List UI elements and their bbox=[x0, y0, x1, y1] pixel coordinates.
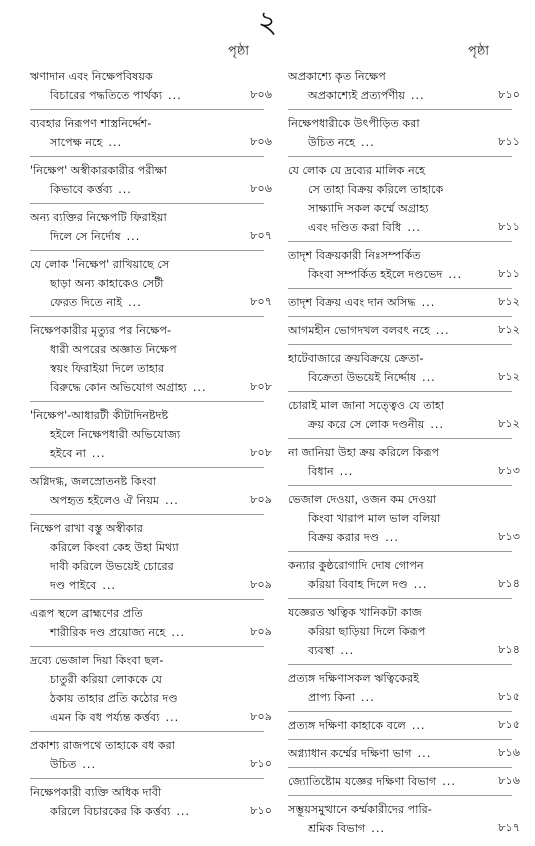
entry-text-line: যে লোক যে দ্রব্যের মালিক নহে bbox=[288, 164, 426, 177]
index-entry bbox=[30, 160, 272, 204]
entry-text-line: অপ্রকাশ্যেই প্রত্যর্পণীয় ... bbox=[288, 86, 520, 105]
entry-text-line: করিয়া ছাড়িয়া দিলে কিরূপ bbox=[308, 625, 426, 638]
entry-page-number: ৮০৯ bbox=[250, 578, 272, 591]
entry-text-line: কন্যার কুষ্ঠরোগাদি দোষ গোপন bbox=[288, 559, 424, 572]
entry-text-line: প্রাপ্য কিনা ... bbox=[288, 688, 520, 707]
entry-page-number: ৮১০ bbox=[498, 88, 520, 101]
dot-leader: ... bbox=[430, 418, 445, 431]
dot-leader: ... bbox=[413, 578, 428, 591]
entry-page-number: ৮০৬ bbox=[250, 135, 272, 148]
entry-page-number: ৮০৯ bbox=[250, 625, 272, 638]
index-entry bbox=[288, 602, 520, 665]
dot-leader: ... bbox=[102, 579, 116, 592]
entry-text-line: হইলে নিক্ষেপধারী অভিযোজ্য bbox=[50, 428, 181, 441]
index-entry bbox=[288, 66, 520, 110]
right-index-column bbox=[288, 66, 520, 846]
entry-page-number: ৮১১ bbox=[498, 267, 520, 280]
entry-page-number: ৮১৪ bbox=[498, 577, 520, 590]
entry-text-line: নিক্ষেপধারীকে উৎপীড়িত করা bbox=[288, 117, 420, 130]
dot-leader: ... bbox=[371, 822, 385, 835]
index-entry bbox=[288, 348, 520, 392]
index-entry bbox=[288, 489, 520, 552]
dot-leader: ... bbox=[176, 805, 191, 818]
index-entry bbox=[30, 782, 272, 826]
entry-text-line: চাতুরী করিয়া লোককে যে bbox=[50, 673, 162, 686]
entry-text-line: না জানিয়া উহা ক্রয় করিলে কিরূপ bbox=[288, 446, 440, 459]
entry-text-line: শারীরিক দণ্ড প্রয়োজ্য নহে ... bbox=[30, 623, 272, 642]
entry-text-line: সাপেক্ষ নহে ... bbox=[30, 133, 272, 152]
index-entry bbox=[30, 603, 272, 647]
entry-text-line: ধারী অপরের অজ্ঞাত নিক্ষেপ bbox=[50, 343, 177, 356]
index-entry bbox=[288, 442, 520, 486]
index-entry bbox=[288, 320, 520, 345]
entry-text-line: এরূপ স্থলে ব্রাহ্মণের প্রতি bbox=[30, 607, 143, 620]
entry-text-line: সম্ভূয়সমুত্থানে কর্ম্মকারীদের পারি- bbox=[288, 803, 432, 816]
entry-page-number: ৮১৬ bbox=[498, 746, 520, 759]
index-entry bbox=[30, 207, 272, 251]
index-entry bbox=[30, 650, 272, 732]
dot-leader: ... bbox=[410, 89, 425, 102]
entry-text-line: ভেজাল দেওয়া, ওজন কম দেওয়া bbox=[288, 493, 437, 506]
entry-text-line: 'নিক্ষেপ' অস্বীকারকারীর পরীক্ষা bbox=[30, 164, 168, 177]
entry-text-line: বিক্রেতা উভয়েই নির্দ্দোষ ... bbox=[288, 368, 520, 387]
dot-leader: ... bbox=[442, 775, 456, 788]
entry-page-number: ৮১৭ bbox=[498, 821, 520, 834]
entry-text-line: দাবী করিলে উভয়েই চোরের bbox=[50, 560, 174, 573]
index-entry bbox=[30, 735, 272, 779]
index-entry bbox=[30, 320, 272, 402]
index-entry bbox=[30, 518, 272, 600]
entry-text-line: অন্য ব্যক্তির নিক্ষেপটি ফিরাইয়া bbox=[30, 211, 167, 224]
left-column-page-heading: পৃষ্ঠা bbox=[228, 44, 250, 59]
entry-text-line: প্রত্যঙ্গ দক্ষিণা কাহাকে বলে ... bbox=[288, 716, 520, 735]
dot-leader: ... bbox=[385, 531, 399, 544]
entry-text-line: অপ্রকাশ্যে কৃত নিক্ষেপ bbox=[288, 70, 386, 83]
entry-text-line: 'নিক্ষেপ'-আধারটী কীটাদিনষ্টদষ্ট bbox=[30, 409, 169, 422]
dot-leader: ... bbox=[360, 136, 375, 149]
entry-text-line: দিলে সে নির্দোষ ... bbox=[30, 227, 272, 246]
dot-leader: ... bbox=[411, 719, 426, 732]
entry-text-line: বিরুদ্ধে কোন অভিযোগ অগ্রাহ্য ... bbox=[30, 378, 272, 397]
entry-page-number: ৮০৯ bbox=[250, 710, 272, 723]
dot-leader: ... bbox=[407, 221, 421, 234]
entry-page-number: ৮০৭ bbox=[250, 295, 272, 308]
entry-text-line: ক্রয় করে সে লোক দণ্ডনীয় ... bbox=[288, 415, 520, 434]
dot-leader: ... bbox=[360, 691, 375, 704]
entry-page-number: ৮১৩ bbox=[498, 464, 520, 477]
entry-text-line: ঠকায় তাহার প্রতি কঠোর দণ্ড bbox=[50, 692, 178, 705]
entry-text-line: হইবে না ... bbox=[30, 444, 272, 463]
entry-text-line: যে লোক 'নিক্ষেপ' রাখিয়াছে সে bbox=[30, 258, 170, 271]
index-entry bbox=[288, 743, 520, 768]
entry-text-line: জ্যোতিষ্টোম যজ্ঞের দক্ষিণা বিভাগ ... bbox=[288, 772, 520, 791]
dot-leader: ... bbox=[165, 711, 180, 724]
entry-page-number: ৮১১ bbox=[498, 135, 520, 148]
entry-page-number: ৮০৯ bbox=[250, 493, 272, 506]
index-entry bbox=[30, 113, 272, 157]
index-entry bbox=[288, 292, 520, 317]
index-entry bbox=[288, 555, 520, 599]
entry-text-line: ফেরত দিতে নাই ... bbox=[30, 293, 272, 312]
dot-leader: ... bbox=[108, 136, 123, 149]
entry-text-line: প্রত্যঙ্গ দক্ষিণাসকল ঋত্বিকেরই bbox=[288, 672, 419, 685]
entry-text-line: স্বয়ং ফিরাইয়া দিলে তাহার bbox=[50, 362, 165, 375]
page-number: ২ bbox=[257, 5, 278, 40]
dot-leader: ... bbox=[417, 747, 432, 760]
dot-leader: ... bbox=[435, 324, 450, 337]
entry-text-line: আগমহীন ভোগদখল বলবৎ নহে ... bbox=[288, 321, 520, 340]
entry-text-line: ব্যবস্থা ... bbox=[288, 641, 520, 660]
left-index-column bbox=[30, 66, 272, 829]
dot-leader: ... bbox=[422, 371, 436, 384]
index-entry bbox=[288, 799, 520, 843]
entry-text-line: নিক্ষেপকারী ব্যক্তি অধিক দাবী bbox=[30, 786, 162, 799]
dot-leader: ... bbox=[126, 230, 141, 243]
index-entry bbox=[30, 471, 272, 515]
entry-text-line: এমন কি বধ পর্য্যন্ত কর্ত্তব্য ... bbox=[30, 708, 272, 727]
index-entry bbox=[288, 395, 520, 439]
dot-leader: ... bbox=[82, 758, 97, 771]
entry-text-line: হাটেবাজারে ক্রয়বিক্রয়ে ক্রেতা- bbox=[288, 352, 424, 365]
entry-text-line: প্রকাশ্য রাজপথে তাহাকে বধ করা bbox=[30, 739, 176, 752]
entry-text-line: তাদৃশ বিক্রয়কারী নিঃসম্পর্কিত bbox=[288, 249, 421, 262]
entry-text-line: বিধান ... bbox=[288, 462, 520, 481]
entry-text-line: ঋণাদান এবং নিক্ষেপবিষয়ক bbox=[30, 70, 153, 83]
entry-page-number: ৮১৩ bbox=[498, 530, 520, 543]
entry-text-line: দ্রব্যে ভেজাল দিয়া কিংবা ছল- bbox=[30, 654, 164, 667]
entry-page-number: ৮১২ bbox=[498, 323, 520, 336]
index-entry bbox=[30, 66, 272, 110]
entry-text-line: করিলে বিচারকের কি কর্ত্তব্য ... bbox=[30, 802, 272, 821]
right-column-page-heading: পৃষ্ঠা bbox=[468, 44, 490, 59]
entry-page-number: ৮১০ bbox=[250, 804, 272, 817]
entry-page-number: ৮১১ bbox=[498, 220, 520, 233]
entry-page-number: ৮১২ bbox=[498, 417, 520, 430]
entry-page-number: ৮১০ bbox=[250, 757, 272, 770]
entry-page-number: ৮০৮ bbox=[250, 446, 272, 459]
entry-text-line: অগ্নিদগ্ধ, জলস্রোতনষ্ট কিংবা bbox=[30, 475, 157, 488]
entry-text-line: করিলে কিংবা কেহ উহা মিথ্যা bbox=[50, 541, 179, 554]
entry-page-number: ৮১৫ bbox=[498, 690, 520, 703]
index-entry bbox=[288, 160, 520, 242]
entry-page-number: ৮০৬ bbox=[250, 88, 272, 101]
entry-text-line: শ্রমিক বিভাগ ... bbox=[288, 819, 520, 838]
entry-text-line: অপহৃত হইলেও ঐ নিয়ম ... bbox=[30, 491, 272, 510]
entry-page-number: ৮০৮ bbox=[250, 380, 272, 393]
dot-leader: ... bbox=[91, 447, 106, 460]
entry-text-line: তাদৃশ বিক্রয় এবং দান অসিদ্ধ ... bbox=[288, 293, 520, 312]
dot-leader: ... bbox=[171, 626, 186, 639]
dot-leader: ... bbox=[128, 296, 142, 309]
dot-leader: ... bbox=[118, 183, 132, 196]
entry-text-line: যজ্ঞেরত ঋত্বিক খানিকটা কাজ bbox=[288, 606, 422, 619]
entry-page-number: ৮০৭ bbox=[250, 229, 272, 242]
index-entry bbox=[288, 113, 520, 157]
entry-text-line: কিভাবে কর্ত্তব্য ... bbox=[30, 180, 272, 199]
dot-leader: ... bbox=[192, 381, 207, 394]
entry-text-line: সাক্ষ্যাদি সকল কর্ম্মে অগ্রাহ্য bbox=[308, 202, 429, 215]
entry-text-line: উচিত ... bbox=[30, 755, 272, 774]
entry-text-line: নিক্ষেপকারীর মৃত্যুর পর নিক্ষেপ- bbox=[30, 324, 172, 337]
entry-page-number: ৮১৫ bbox=[498, 718, 520, 731]
entry-text-line: অগ্ন্যাধান কর্ম্মের দক্ষিণা ভাগ ... bbox=[288, 744, 520, 763]
dot-leader: ... bbox=[421, 296, 436, 309]
entry-text-line: দণ্ড পাইবে ... bbox=[30, 576, 272, 595]
entry-text-line: কিংবা সম্পর্কিত হইলে দণ্ডভেদ ... bbox=[288, 265, 520, 284]
entry-text-line: কিংবা খারাপ মাল ভাল বলিয়া bbox=[308, 512, 441, 525]
entry-text-line: সে তাহা বিক্রয় করিলে তাহাকে bbox=[308, 183, 444, 196]
dot-leader: ... bbox=[339, 465, 354, 478]
dot-leader: ... bbox=[340, 644, 355, 657]
entry-page-number: ৮১৪ bbox=[498, 643, 520, 656]
entry-text-line: ব্যবহার নিরূপণ শাস্ত্রনির্দ্দেশ- bbox=[30, 117, 152, 130]
entry-page-number: ৮১২ bbox=[498, 295, 520, 308]
entry-text-line: করিয়া বিবাহ দিলে দণ্ড ... bbox=[288, 575, 520, 594]
entry-page-number: ৮১২ bbox=[498, 370, 520, 383]
entry-page-number: ৮১৬ bbox=[498, 774, 520, 787]
entry-text-line: চোরাই মাল জানা সত্ত্বেও যে তাহা bbox=[288, 399, 445, 412]
entry-text-line: ছাড়া অন্য কাহাকেও সেটী bbox=[50, 277, 164, 290]
dot-leader: ... bbox=[448, 268, 463, 281]
index-entry bbox=[288, 245, 520, 289]
entry-text-line: নিক্ষেপ রাখা বস্তু অস্বীকার bbox=[30, 522, 143, 535]
index-entry bbox=[30, 405, 272, 468]
index-entry bbox=[288, 715, 520, 740]
entry-text-line: বিক্রয় করার দণ্ড ... bbox=[288, 528, 520, 547]
entry-page-number: ৮০৬ bbox=[250, 182, 272, 195]
index-entry bbox=[30, 254, 272, 317]
entry-text-line: এবং দণ্ডিত করা বিধি ... bbox=[288, 218, 520, 237]
dot-leader: ... bbox=[165, 494, 179, 507]
index-entry bbox=[288, 771, 520, 796]
entry-text-line: বিচারের পদ্ধতিতে পার্থক্য ... bbox=[30, 86, 272, 105]
dot-leader: ... bbox=[168, 89, 182, 102]
index-entry bbox=[288, 668, 520, 712]
entry-text-line: উচিত নহে ... bbox=[288, 133, 520, 152]
